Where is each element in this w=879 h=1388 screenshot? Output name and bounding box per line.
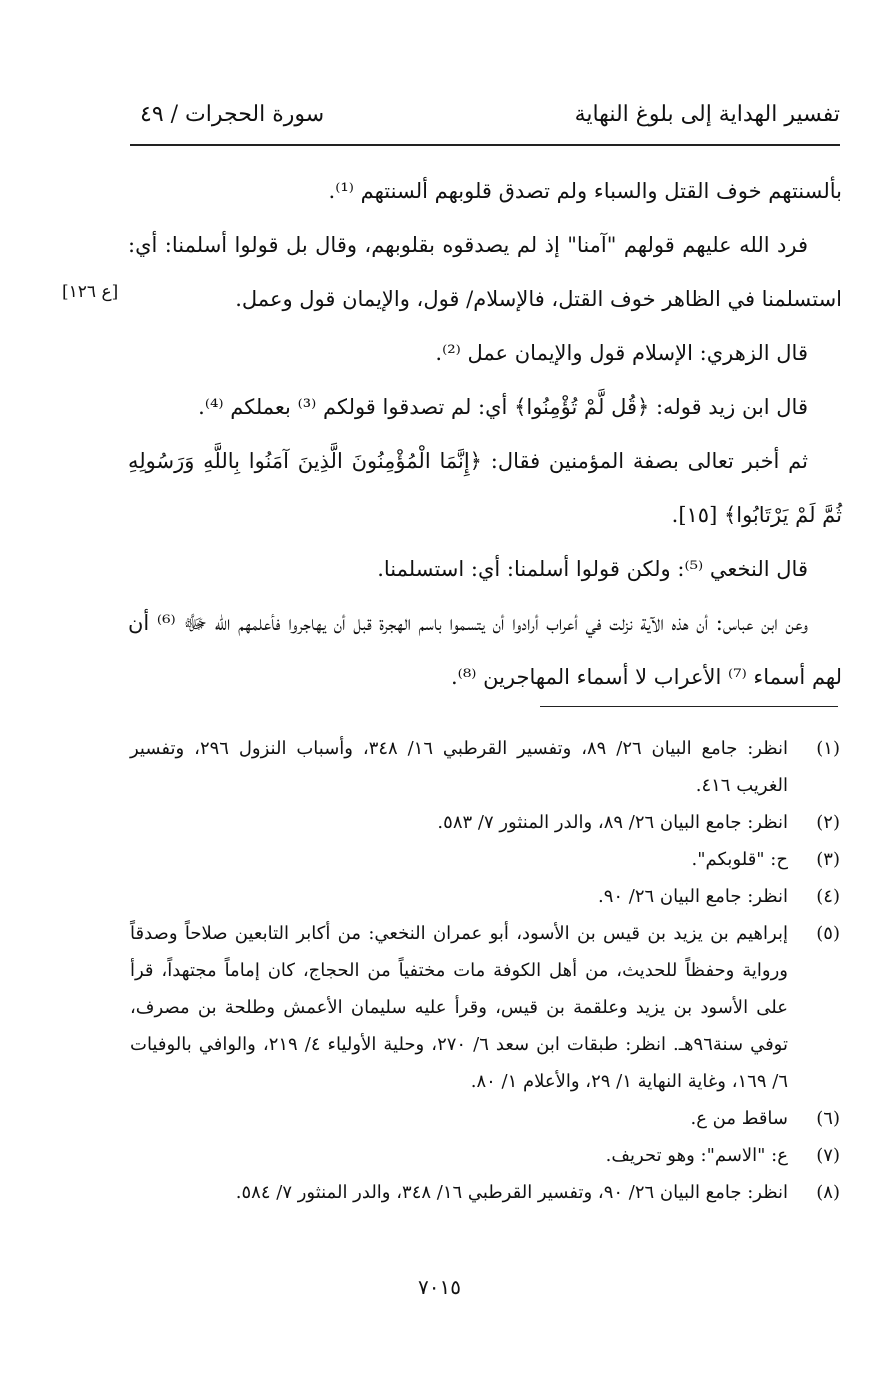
footnote-text: إبراهيم بن يزيد بن قيس بن الأسود، أبو عمران النخعي: من أكابر التابعين صلاحاً وصدقاً ورواية وحفظاً للحديث، من أهل الكوفة مات مختفياً من الحجاج، كان إماماً مجتهداً، قرأ على الأسود بن يزيد وعلقمة بن قيس، وقرأ عليه سليمان الأعمش وطلحة بن مصرف، توفي سنة٩٦هـ. انظر: طبقات ابن سعد ٦/ ٢٧٠، وحلية الأولياء ٤/ ٢١٩، والوافي بالوفيات ٦/ ١٦٩، وغاية النهاية ١/ ٢٩، والأعلام ١/ ٨٠. [130,923,788,1092]
paragraph: بألسنتهم خوف القتل والسباء ولم تصدق قلوبهم ألسنتهم ⁽¹⁾. [328,179,842,203]
surah-label: سورة الحجرات / ٤٩ [140,102,325,127]
footnote-number: (٣) [816,849,840,870]
footnote-number: (٢) [816,812,840,833]
footnote [130,915,840,1100]
footnote [130,1100,840,1137]
page-number: ٧٠١٥ [418,1275,461,1299]
footnote [130,1174,840,1211]
margin-note: [ع ١٢٦] [62,282,119,302]
main-text [128,164,842,704]
paragraph: قال الزهري: الإسلام قول والإيمان عمل ⁽²⁾. [435,341,808,365]
footnote-text: انظر: جامع البيان ٢٦/ ٨٩، والدر المنثور ٧/ ٥٨٣. [437,812,788,833]
footnote-number: (٧) [816,1145,840,1166]
book-title: تفسير الهداية إلى بلوغ النهاية [574,102,840,127]
footnote-text: ع: "الاسم": وهو تحريف. [605,1145,788,1166]
footnote-text: ح: "قلوبكم". [691,849,788,870]
paragraph: وعن ابن عباس: أن هذه الآية نزلت في أعراب أرادوا أن يتسموا باسم الهجرة قبل أن يهاجروا فأعلمهم الله ﷻ ⁽⁶⁾ أن لهم أسماء ⁽⁷⁾ الأعراب لا أسماء المهاجرين ⁽⁸⁾. [128,611,842,689]
paragraph: قال ابن زيد قوله: ﴿قُل لَّمْ تُؤْمِنُوا﴾ أي: لم تصدقوا قولكم ⁽³⁾ بعملكم ⁽⁴⁾. [198,395,808,419]
footnote [130,804,840,841]
footnote [130,730,840,804]
paragraph: ثم أخبر تعالى بصفة المؤمنين فقال: ﴿إِنَّمَا الْمُؤْمِنُونَ الَّذِينَ آمَنُوا بِاللَّهِ وَرَسُولِهِ ثُمَّ لَمْ يَرْتَابُوا﴾ [١٥]. [128,449,842,527]
footnote [130,1137,840,1174]
footnote-text: ساقط من ع. [690,1108,788,1129]
footnote-text: انظر: جامع البيان ٢٦/ ٩٠. [597,886,788,907]
footnote-rule [540,706,838,707]
footnote-number: (٨) [816,1182,840,1203]
paragraph: قال النخعي ⁽⁵⁾: ولكن قولوا أسلمنا: أي: استسلمنا. [377,557,808,581]
header-rule [130,144,840,146]
footnote [130,841,840,878]
footnote-text: انظر: جامع البيان ٢٦/ ٩٠، وتفسير القرطبي ١٦/ ٣٤٨، والدر المنثور ٧/ ٥٨٤. [235,1182,788,1203]
paragraph: فرد الله عليهم قولهم "آمنا" إذ لم يصدقوه بقلوبهم، وقال بل قولوا أسلمنا: أي: استسلمنا في الظاهر خوف القتل، فالإسلام/ قول، والإيمان قول وعمل. [128,233,842,311]
footnote-number: (١) [816,738,840,759]
footnote-number: (٦) [816,1108,840,1129]
footnote-text: انظر: جامع البيان ٢٦/ ٨٩، وتفسير القرطبي ١٦/ ٣٤٨، وأسباب النزول ٢٩٦، وتفسير الغريب ٤١٦. [130,738,788,796]
running-header [130,102,840,142]
footnote-number: (٤) [816,886,840,907]
footnote-number: (٥) [816,923,840,944]
footnote [130,878,840,915]
footnotes [130,730,840,1211]
